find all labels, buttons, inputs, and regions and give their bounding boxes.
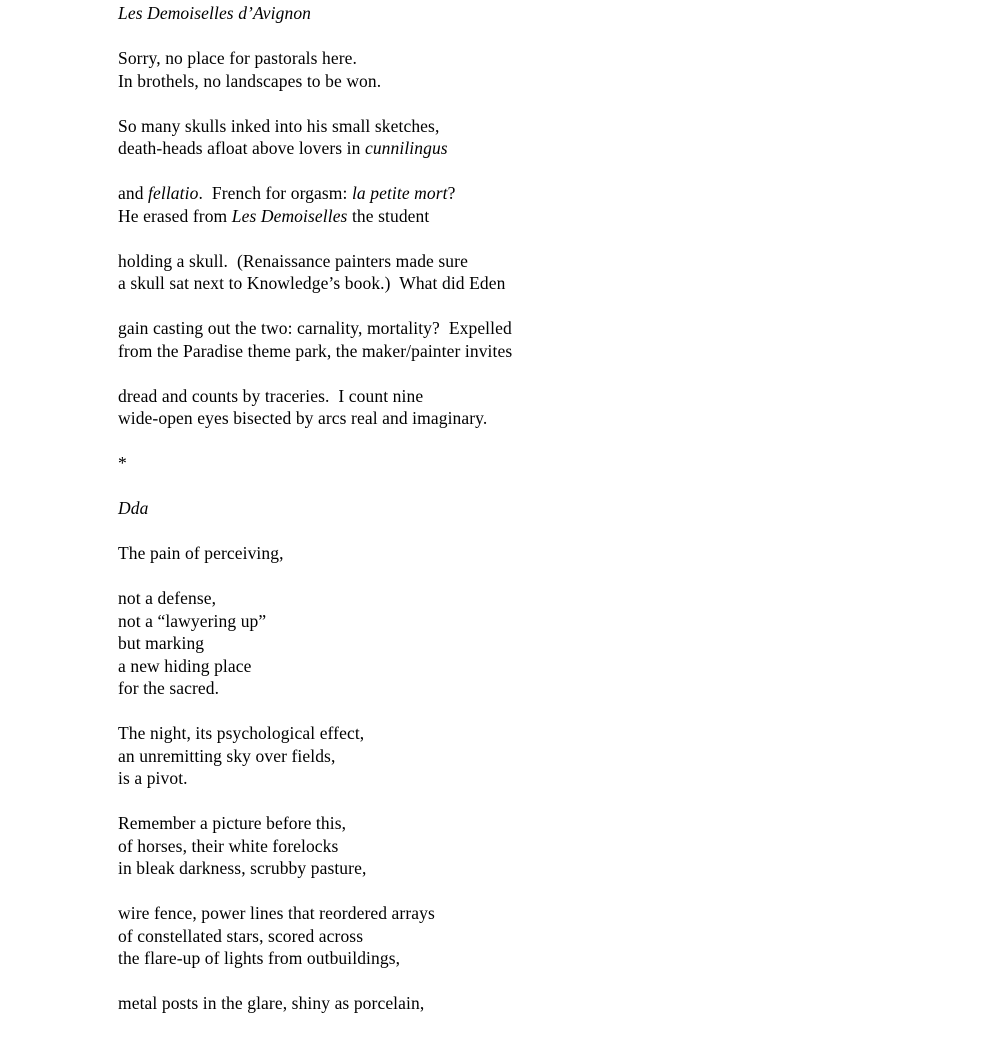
italic-text-segment: Dda [118,498,149,518]
text-segment: but marking [118,633,205,653]
text-segment: the student [347,205,430,226]
text-segment: holding a skull. (Renaissance painters made sure [118,250,468,271]
poem-line [118,47,512,70]
poem-stanza [118,542,512,565]
text-segment: He erased from [118,205,232,226]
text-segment: from the Paradise theme park, the maker/painter invites [118,340,513,361]
poem-line [118,385,512,408]
text-segment: So many skulls inked into his small sketches, [118,115,440,136]
poem-line [118,317,512,340]
text-segment: of constellated stars, scored across [118,925,364,946]
italic-text-segment: cunnilingus [364,138,448,158]
text-segment: The night, its psychological effect, [118,723,365,743]
poem-line [118,205,512,228]
poem-line [118,182,512,205]
poem-line [118,452,512,475]
poem-stanza [118,250,512,295]
poem-line [118,925,512,948]
poem-line [118,947,512,970]
poem [118,2,512,1037]
poem-line [118,407,512,430]
poem-line [118,902,512,925]
text-segment: Sorry, no place for pastorals here. [118,48,358,68]
poem-line [118,587,512,610]
poem-line [118,767,512,790]
text-segment: gain casting out the two: carnality, mortality? Expelled [118,318,512,338]
text-segment: In brothels, no landscapes to be won. [118,70,382,91]
poem-stanza [118,182,512,227]
text-segment: dread and counts by traceries. I count nine [118,385,424,406]
poem-stanza [118,587,512,700]
text-segment: an unremitting sky over fields, [118,745,336,766]
text-segment: wide-open eyes bisected by arcs real and imaginary. [118,408,488,428]
text-segment: death-heads afloat above lovers in [118,138,365,158]
poem-line [118,497,512,520]
text-segment: in bleak darkness, scrubby pasture, [118,858,367,878]
poem-line [118,610,512,633]
poem-line [118,250,512,273]
poem-line [118,677,512,700]
poem-stanza [118,992,512,1015]
poem-separator [118,452,512,475]
poem-line [118,992,512,1015]
poem-line [118,542,512,565]
poem-stanza [118,812,512,880]
poem-line [118,340,512,363]
poem-line [118,115,512,138]
text-segment: not a “lawyering up” [118,610,267,631]
poem-stanza [118,47,512,92]
text-segment: Remember a picture before this, [118,813,347,833]
text-segment: The pain of perceiving, [118,543,284,563]
poem-line [118,722,512,745]
poem-line [118,137,512,160]
text-segment: and [118,183,149,203]
italic-text-segment: Les Demoiselles [231,205,348,226]
poem-line [118,857,512,880]
text-segment: . French for orgasm: [198,183,352,203]
text-segment: for the sacred. [118,678,220,698]
text-segment: not a defense, [118,588,217,608]
poem-stanza [118,902,512,970]
poem-line [118,655,512,678]
text-segment: a skull sat next to Knowledge’s book.) What did Eden [118,273,506,293]
poem-line [118,70,512,93]
poem-line [118,812,512,835]
poem-line [118,835,512,858]
text-segment: wire fence, power lines that reordered arrays [118,903,435,923]
poem-line [118,745,512,768]
poem-stanza [118,115,512,160]
poem-line [118,2,512,25]
poem-stanza [118,385,512,430]
italic-text-segment: Les Demoiselles d’Avignon [118,3,312,23]
poem-stanza [118,722,512,790]
italic-text-segment: fellatio [148,183,199,203]
italic-text-segment: la petite mort [351,183,448,203]
text-segment: * [118,453,127,473]
text-segment: the flare-up of lights from outbuildings, [118,948,401,968]
text-segment: of horses, their white forelocks [118,835,339,856]
poem-title [118,2,512,25]
poem-line [118,632,512,655]
text-segment: metal posts in the glare, shiny as porcelain, [118,993,425,1013]
poem-line [118,272,512,295]
poem-stanza [118,317,512,362]
poem-title [118,497,512,520]
text-segment: is a pivot. [118,768,188,788]
text-segment: ? [447,183,456,203]
text-segment: a new hiding place [118,655,252,676]
